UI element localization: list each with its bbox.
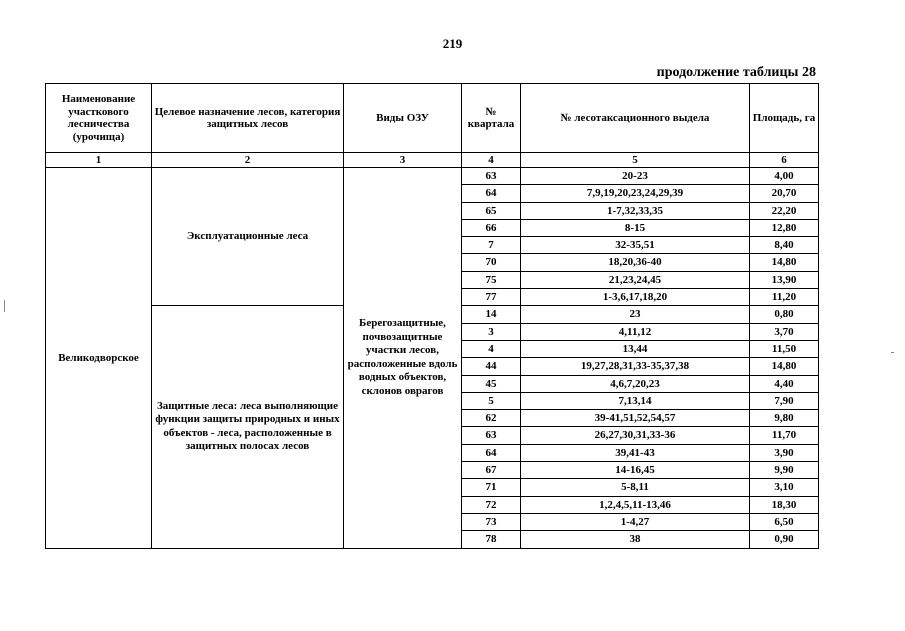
- margin-mark: [891, 352, 894, 353]
- area-value: 3,10: [750, 479, 819, 496]
- quarter-number: 64: [462, 185, 521, 202]
- quarter-number: 62: [462, 410, 521, 427]
- area-value: 0,90: [750, 531, 819, 548]
- column-number: 1: [46, 153, 152, 168]
- quarter-number: 70: [462, 254, 521, 271]
- area-value: 8,40: [750, 237, 819, 254]
- area-value: 9,80: [750, 410, 819, 427]
- plot-numbers: 1-4,27: [521, 513, 750, 530]
- quarter-number: 73: [462, 513, 521, 530]
- quarter-number: 3: [462, 323, 521, 340]
- page-number: 219: [442, 36, 463, 51]
- plot-numbers: 5-8,11: [521, 479, 750, 496]
- column-number: 3: [344, 153, 462, 168]
- area-value: 22,20: [750, 202, 819, 219]
- header-forestry: Наименование участкового лесничества (урочища): [46, 84, 152, 153]
- quarter-number: 45: [462, 375, 521, 392]
- plot-numbers: 39,41-43: [521, 444, 750, 461]
- plot-numbers: 19,27,28,31,33-35,37,38: [521, 358, 750, 375]
- area-value: 12,80: [750, 219, 819, 236]
- purpose-exploitation: Эксплуатационные леса: [152, 168, 344, 306]
- quarter-number: 5: [462, 392, 521, 409]
- quarter-number: 67: [462, 462, 521, 479]
- header-ozu: Виды ОЗУ: [344, 84, 462, 153]
- plot-numbers: 1,2,4,5,11-13,46: [521, 496, 750, 513]
- quarter-number: 63: [462, 427, 521, 444]
- plot-numbers: 32-35,51: [521, 237, 750, 254]
- column-number: 4: [462, 153, 521, 168]
- purpose-protective: Защитные леса: леса выполняющие функции защиты природных и иных объектов - леса, расположенные в защитных полосах лесов: [152, 306, 344, 548]
- area-value: 4,40: [750, 375, 819, 392]
- plot-numbers: 13,44: [521, 340, 750, 357]
- plot-numbers: 18,20,36-40: [521, 254, 750, 271]
- header-quarter: № квартала: [462, 84, 521, 153]
- area-value: 13,90: [750, 271, 819, 288]
- table-caption: продолжение таблицы 28: [656, 65, 816, 80]
- forestry-table: [45, 83, 819, 549]
- quarter-number: 72: [462, 496, 521, 513]
- area-value: 20,70: [750, 185, 819, 202]
- column-number: 5: [521, 153, 750, 168]
- area-value: 3,90: [750, 444, 819, 461]
- quarter-number: 14: [462, 306, 521, 323]
- table-body: [46, 168, 819, 549]
- quarter-number: 77: [462, 289, 521, 306]
- quarter-number: 75: [462, 271, 521, 288]
- plot-numbers: 20-23: [521, 168, 750, 185]
- area-value: 14,80: [750, 254, 819, 271]
- quarter-number: 4: [462, 340, 521, 357]
- column-number-row: [46, 153, 819, 168]
- column-number: 6: [750, 153, 819, 168]
- quarter-number: 71: [462, 479, 521, 496]
- header-row: [46, 84, 819, 153]
- quarter-number: 64: [462, 444, 521, 461]
- area-value: 9,90: [750, 462, 819, 479]
- forestry-name: Великодворское: [46, 168, 152, 549]
- area-value: 7,90: [750, 392, 819, 409]
- quarter-number: 44: [462, 358, 521, 375]
- quarter-number: 65: [462, 202, 521, 219]
- table-row: [46, 168, 819, 185]
- margin-mark: [4, 300, 5, 312]
- plot-numbers: 38: [521, 531, 750, 548]
- area-value: 11,70: [750, 427, 819, 444]
- plot-numbers: 1-7,32,33,35: [521, 202, 750, 219]
- plot-numbers: 23: [521, 306, 750, 323]
- plot-numbers: 7,13,14: [521, 392, 750, 409]
- plot-numbers: 14-16,45: [521, 462, 750, 479]
- header-purpose: Целевое назначение лесов, категория защитных лесов: [152, 84, 344, 153]
- header-plots: № лесотаксационного выдела: [521, 84, 750, 153]
- column-number: 2: [152, 153, 344, 168]
- area-value: 11,50: [750, 340, 819, 357]
- ozu-type: Берегозащитные, почвозащитные участки лесов, расположенные вдоль водных объектов, склонов оврагов: [344, 168, 462, 549]
- area-value: 4,00: [750, 168, 819, 185]
- area-value: 14,80: [750, 358, 819, 375]
- plot-numbers: 4,6,7,20,23: [521, 375, 750, 392]
- area-value: 6,50: [750, 513, 819, 530]
- area-value: 0,80: [750, 306, 819, 323]
- area-value: 3,70: [750, 323, 819, 340]
- header-area: Площадь, га: [750, 84, 819, 153]
- area-value: 18,30: [750, 496, 819, 513]
- area-value: 11,20: [750, 289, 819, 306]
- plot-numbers: 4,11,12: [521, 323, 750, 340]
- quarter-number: 7: [462, 237, 521, 254]
- plot-numbers: 1-3,6,17,18,20: [521, 289, 750, 306]
- plot-numbers: 21,23,24,45: [521, 271, 750, 288]
- plot-numbers: 39-41,51,52,54,57: [521, 410, 750, 427]
- plot-numbers: 8-15: [521, 219, 750, 236]
- quarter-number: 66: [462, 219, 521, 236]
- plot-numbers: 26,27,30,31,33-36: [521, 427, 750, 444]
- quarter-number: 63: [462, 168, 521, 185]
- quarter-number: 78: [462, 531, 521, 548]
- plot-numbers: 7,9,19,20,23,24,29,39: [521, 185, 750, 202]
